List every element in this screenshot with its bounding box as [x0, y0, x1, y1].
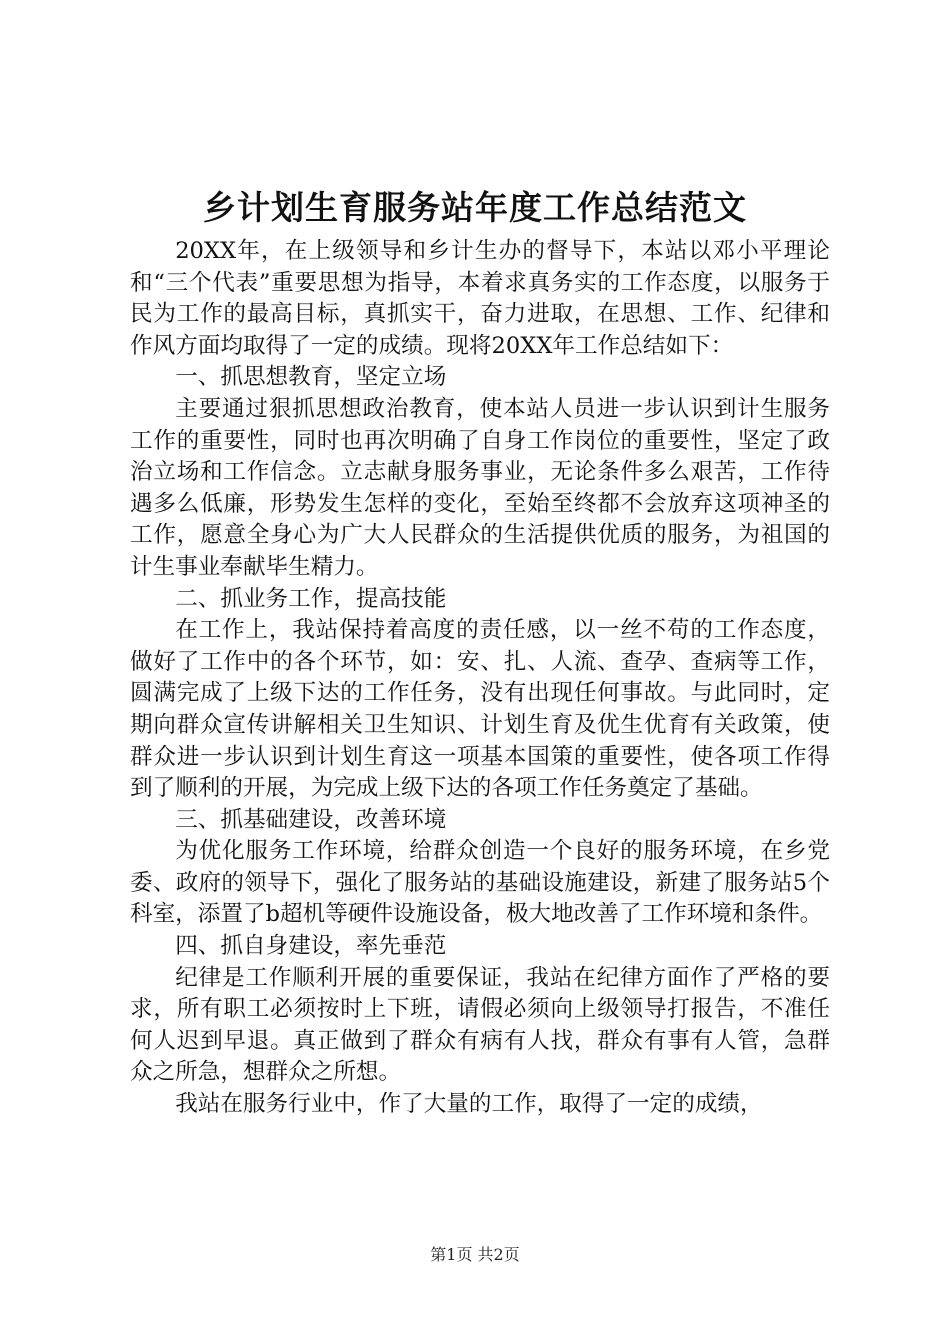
closing-paragraph: 我站在服务行业中，作了大量的工作，取得了一定的成绩， — [175, 1091, 763, 1118]
section-paragraph-3: 为优化服务工作环境，给群众创造一个良好的服务环境，在乡党委、政府的领导下，强化了服务站的基础设施建设，新建了服务站5个科室，添置了b超机等硬件设施设备，极大地改善了工作环境和条件。 — [130, 838, 830, 928]
section-heading-3: 三、抓基础建设，改善环境 — [175, 806, 447, 833]
document-body — [130, 236, 830, 1121]
section-paragraph-1: 主要通过狠抓思想政治教育，使本站人员进一步认识到计生服务工作的重要性，同时也再次明确了自身工作岗位的重要性，坚定了政治立场和工作信念。立志献身服务事业，无论条件多么艰苦，工作待遇多么低廉，形势发生怎样的变化，至始至终都不会放弃这项神圣的工作，愿意全身心为广大人民群众的生活提供优质的服务，为祖国的计生事业奉献毕生精力。 — [130, 395, 830, 580]
section-heading-4: 四、抓自身建设，率先垂范 — [175, 933, 447, 960]
section-heading-1: 一、抓思想教育，坚定立场 — [175, 364, 447, 391]
section-heading-2: 二、抓业务工作，提高技能 — [175, 585, 447, 612]
section-paragraph-2: 在工作上，我站保持着高度的责任感，以一丝不苟的工作态度，做好了工作中的各个环节，如：安、扎、人流、查孕、查病等工作，圆满完成了上级下达的工作任务，没有出现任何事故。与此同时，定期向群众宣传讲解相关卫生知识、计划生育及优生优育有关政策，使群众进一步认识到计划生育这一项基本国策的重要性，使各项工作得到了顺利的开展，为完成上级下达的各项工作任务奠定了基础。 — [130, 617, 830, 802]
page-number-footer: 第1页 共2页 — [430, 1245, 520, 1264]
document-title: 乡计划生育服务站年度工作总结范文 — [203, 188, 747, 227]
section-paragraph-4: 纪律是工作顺利开展的重要保证，我站在纪律方面作了严格的要求，所有职工必须按时上下班，请假必须向上级领导打报告，不准任何人迟到早退。真正做到了群众有病有人找，群众有事有人管，急群众之所急，想群众之所想。 — [130, 964, 830, 1086]
intro-paragraph: 20XX年，在上级领导和乡计生办的督导下，本站以邓小平理论和“三个代表”重要思想为指导，本着求真务实的工作态度，以服务于民为工作的最高目标，真抓实干，奋力进取，在思想、工作、纪律和作风方面均取得了一定的成绩。现将20XX年工作总结如下： — [130, 238, 830, 359]
